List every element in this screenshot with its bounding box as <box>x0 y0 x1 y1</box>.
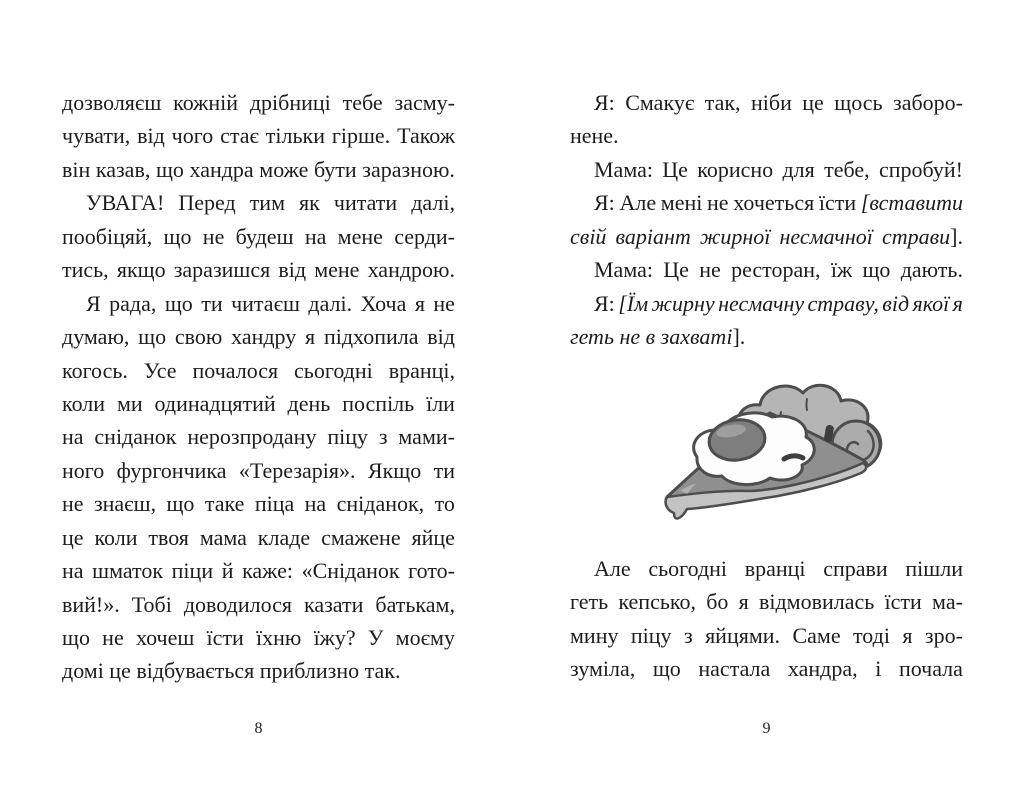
right-page-text-block-top <box>570 86 963 354</box>
pizza-slice-egg-icon <box>660 378 884 526</box>
text-line: коли ми одинадцятий день поспіль їли <box>62 390 455 416</box>
text-line: Я: [Їм жирну несмачну страву, від якої я <box>594 290 963 316</box>
left-page-text-block <box>62 86 455 688</box>
text-line: це коли твоя мама кладе смажене яйце <box>62 524 455 550</box>
text-line: домі це відбувається приблизно так. <box>62 658 401 684</box>
text-line: геть кепсько, бо я відмовилась їсти ма- <box>570 589 963 615</box>
text-line: думаю, що свою хандру я підхопила від <box>62 324 455 350</box>
text-line: вий!». Тобі доводилося казати батькам, <box>62 591 455 617</box>
text-line: нене. <box>570 123 619 149</box>
text-line: чувати, від чого стає тільки гірше. Також <box>62 123 455 149</box>
text-line: він казав, що хандра може бути заразною. <box>62 156 455 182</box>
text-line: Я рада, що ти читаєш далі. Хоча я не <box>86 290 455 316</box>
text-line: тись, якщо заразишся від мене хандрою. <box>62 257 455 283</box>
text-line: Я: Смакує так, ніби це щось заборо- <box>594 90 963 115</box>
page-number-right: 9 <box>762 720 771 737</box>
right-page-text-block-bottom <box>570 552 963 686</box>
text-line: не знаєш, що таке піца на сніданок, то <box>62 491 455 517</box>
text-line: свій варіант жирної несмачної страви]. <box>570 223 963 249</box>
text-line: УВАГА! Перед тим як читати далі, <box>86 190 455 216</box>
text-line: когось. Усе почалося сьогодні вранці, <box>62 357 455 383</box>
text-line: Мама: Це не ресторан, їж що дають. <box>594 257 963 283</box>
pizza-illustration <box>660 378 884 526</box>
page-number-left: 8 <box>254 720 263 737</box>
text-line: ного фургончика «Терезарія». Якщо ти <box>62 457 455 483</box>
text-line: зуміла, що настала хандра, і почала <box>570 656 963 682</box>
text-line: пообіцяй, що не будеш на мене серди- <box>62 223 455 249</box>
text-line: дозволяєш кожній дрібниці тебе засму- <box>62 90 455 115</box>
text-line: Але сьогодні вранці справи пішли <box>594 556 963 581</box>
text-line: що не хочеш їсти їхню їжу? У моєму <box>62 625 455 650</box>
text-line: мину піцу з яйцями. Саме тоді я зро- <box>570 622 963 648</box>
text-line: Я: Але мені не хочеться їсти [вставити <box>594 190 963 216</box>
text-line: Мама: Це корисно для тебе, спробуй! <box>594 156 963 182</box>
text-line: геть не в захваті]. <box>570 324 746 350</box>
text-line: на шматок піци й каже: «Сніданок гото- <box>62 558 455 584</box>
text-line: на сніданок нерозпродану піцу з мами- <box>62 424 455 450</box>
